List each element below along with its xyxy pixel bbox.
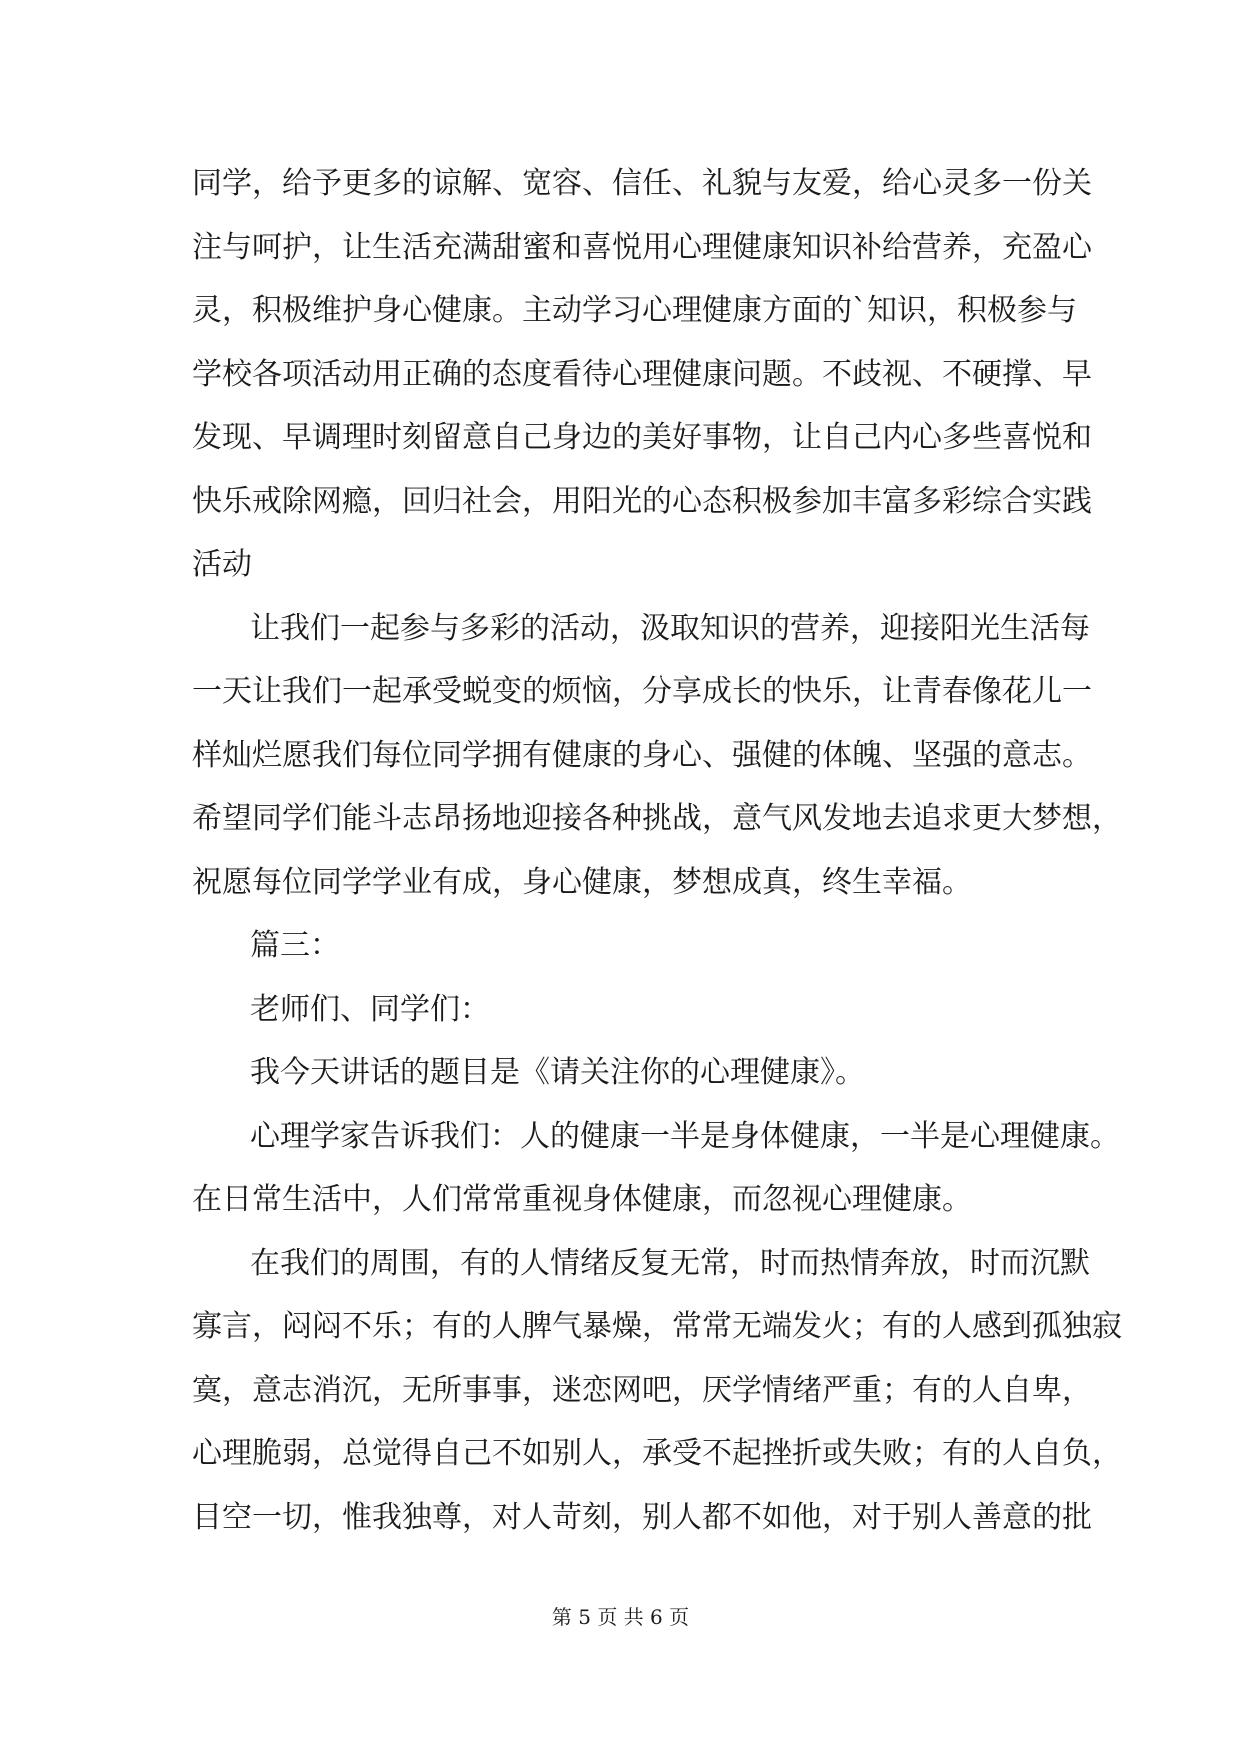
paragraph-first-line: 在我们的周围，有的人情绪反复无常，时而热情奔放，时而沉默: [250, 1245, 1090, 1281]
paragraph-first-line: 让我们一起参与多彩的活动，汲取知识的营养，迎接阳光生活每: [250, 610, 1090, 646]
text-line: 灵，积极维护身心健康。主动学习心理健康方面的`知识，积极参与: [192, 293, 1077, 328]
text-line: 目空一切，惟我独尊，对人苛刻，别人都不如他，对于别人善意的批: [192, 1499, 1092, 1535]
text-line: 样灿烂愿我们每位同学拥有健康的身心、强健的体魄、坚强的意志。: [192, 737, 1092, 773]
text-line: 寞，意志消沉，无所事事，迷恋网吧，厌学情绪严重；有的人自卑，: [192, 1372, 1092, 1408]
paragraph-first-line: 我今天讲话的题目是《请关注你的心理健康》。: [250, 1055, 865, 1090]
text-line: 注与呵护，让生活充满甜蜜和喜悦用心理健康知识补给营养，充盈心: [192, 229, 1092, 265]
paragraph-first-line: 心理学家告诉我们：人的健康一半是身体健康，一半是心理健康。: [250, 1118, 1120, 1154]
text-line: 寡言，闷闷不乐；有的人脾气暴燥，常常无端发火；有的人感到孤独寂: [192, 1309, 1122, 1344]
text-line: 一天让我们一起承受蜕变的烦恼，分享成长的快乐，让青春像花儿一: [192, 674, 1092, 709]
text-line: 祝愿每位同学学业有成，身心健康，梦想成真，终生幸福。: [192, 864, 972, 900]
text-line: 希望同学们能斗志昂扬地迎接各种挑战，意气风发地去追求更大梦想，: [192, 801, 1122, 836]
salutation: 老师们、同学们：: [250, 991, 490, 1027]
text-line: 在日常生活中，人们常常重视身体健康，而忽视心理健康。: [192, 1182, 972, 1217]
page-number-footer: 第 5 页 共 6 页: [551, 1605, 690, 1629]
document-body: [192, 152, 1122, 1549]
section-heading: 篇三：: [250, 928, 340, 963]
text-line: 学校各项活动用正确的态度看待心理健康问题。不歧视、不硬撑、早: [192, 356, 1092, 392]
text-line: 同学，给予更多的谅解、宽容、信任、礼貌与友爱，给心灵多一份关: [192, 166, 1092, 201]
text-line: 心理脆弱，总觉得自己不如别人，承受不起挫折或失败；有的人自负，: [192, 1436, 1122, 1471]
text-line: 快乐戒除网瘾，回归社会，用阳光的心态积极参加丰富多彩综合实践: [192, 483, 1092, 519]
text-line: 活动: [192, 547, 252, 582]
text-line: 发现、早调理时刻留意自己身边的美好事物，让自己内心多些喜悦和: [192, 420, 1092, 455]
